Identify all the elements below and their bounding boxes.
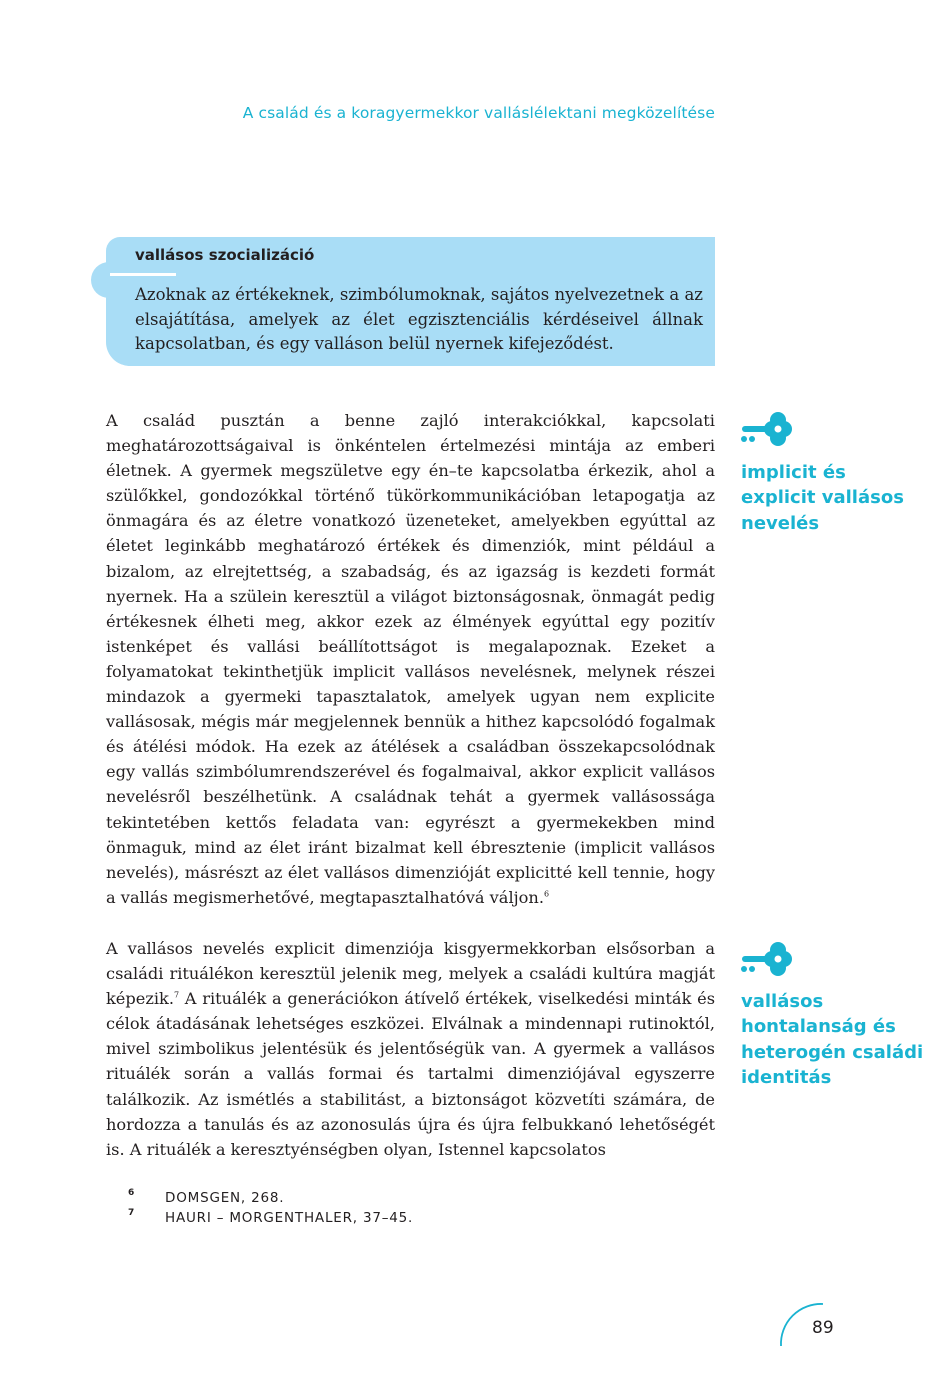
footnote <box>128 1208 413 1228</box>
footnote-ref-7: 7 <box>174 990 180 1000</box>
footnote-text: DOMSGEN, 268. <box>165 1190 285 1206</box>
definition-title: vallásos szocializáció <box>135 246 315 264</box>
margin-note-2: vallásos hontalanság és heterogén családi identitás <box>741 991 924 1088</box>
definition-text: Azoknak az értékeknek, szimbólumoknak, sajátos nyelvezetnek a az elsajátítása, amelyek az élet egzisztenciális kérdéseivel állnak kapcsolatban, és egy valláson belül nyernek kifejeződést. <box>135 285 703 353</box>
footnote-number: 7 <box>128 1208 135 1218</box>
page-number: 89 <box>812 1318 834 1338</box>
body-paragraph-1 <box>106 408 715 910</box>
footnote <box>128 1188 413 1208</box>
footnote-text: HAURI – MORGENTHALER, 37–45. <box>165 1210 414 1226</box>
running-title: A család és a koragyermekkor valláslélektani megközelítése <box>242 104 715 122</box>
footnote-ref-6: 6 <box>543 889 550 899</box>
body-paragraph-2 <box>106 936 715 1162</box>
paragraph-1-text: A család pusztán a benne zajló interakciókkal, kapcsolati meghatározottságaival is önkéntelen értelmezési mintája az emberi életnek. A gyermek megszületve egy én–te kapcsolatba érkezik, ahol a szülőkkel, gondozókkal történő tükörkommunikációban letapogatja az önmagára és az életre vonatkozó üzeneteket, amelyekben egyúttal az életet leginkább meghatározó értékek és dimenziók, mint például a bizalom, az elrejtettség, a szabadság, és az igazság is kezdeti formát nyernek. Ha a szülein keresztül a világot biztonságosnak, önmagát pedig értékesnek élheti meg, akkor ezek az élmények egyúttal egy pozitív istenképet és vallási beállítottságot is megalapoznak. Ezeket a folyamatokat tekinthetjük implicit vallásos nevelésnek, melynek részei mindazok a gyermeki tapasztalatok, amelyek ugyan nem explicite vallásosak, mégis már megjelennek bennük a hithez kapcsolódó fogalmak és átélési módok. Ha ezek az átélések a családban összekapcsolódnak egy vallás szimbólumrendszerével és fogalmaival, akkor explicit vallásos nevelésről beszélhetünk. A családnak tehát a gyermek vallásossága tekintetében kettős feladata van: egyrészt a gyermekekben mind önmaguk, mind az élet iránt bizalmat kell ébresztenie (implicit vallásos nevelés), másrészt az élet vallásos dimenzióját explicitté kell tennie, hogy a vallás megismerhetővé, megtapasztalhatóvá váljon. <box>106 411 715 907</box>
footnote-number: 6 <box>128 1188 135 1198</box>
key-icon <box>740 940 792 978</box>
paragraph-2-text-b: A rituálék a generációkon átívelő értékek, viselkedési minták és célok átadásának lehetséges eszközei. Elválnak a mindennapi rutinoktól, mivel szimbolikus jelentésük és jelentőségük van. A gyermek a vallásos rituálék során a vallás formai és tartalmi dimenziójával egyszerre találkozik. Az ismétlés a stabilitást, a biztonságot közvetíti számára, de hordozza a tanulás és az azonosulás újra és újra felbukkanó lehetőségét is. A rituálék a keresztyénségben olyan, Istennel kapcsolatos <box>106 989 715 1159</box>
footnotes <box>128 1188 413 1228</box>
key-icon <box>740 410 792 448</box>
margin-note-1: implicit és explicit vallásos nevelés <box>741 462 904 534</box>
definition-underline <box>110 273 176 276</box>
paragraph-2-text-a: A vallásos nevelés explicit dimenziója kisgyermekkorban elsősorban a családi rituálékon keresztül jelenik meg, melyek a családi kultúra magját képezik. <box>106 939 715 1009</box>
